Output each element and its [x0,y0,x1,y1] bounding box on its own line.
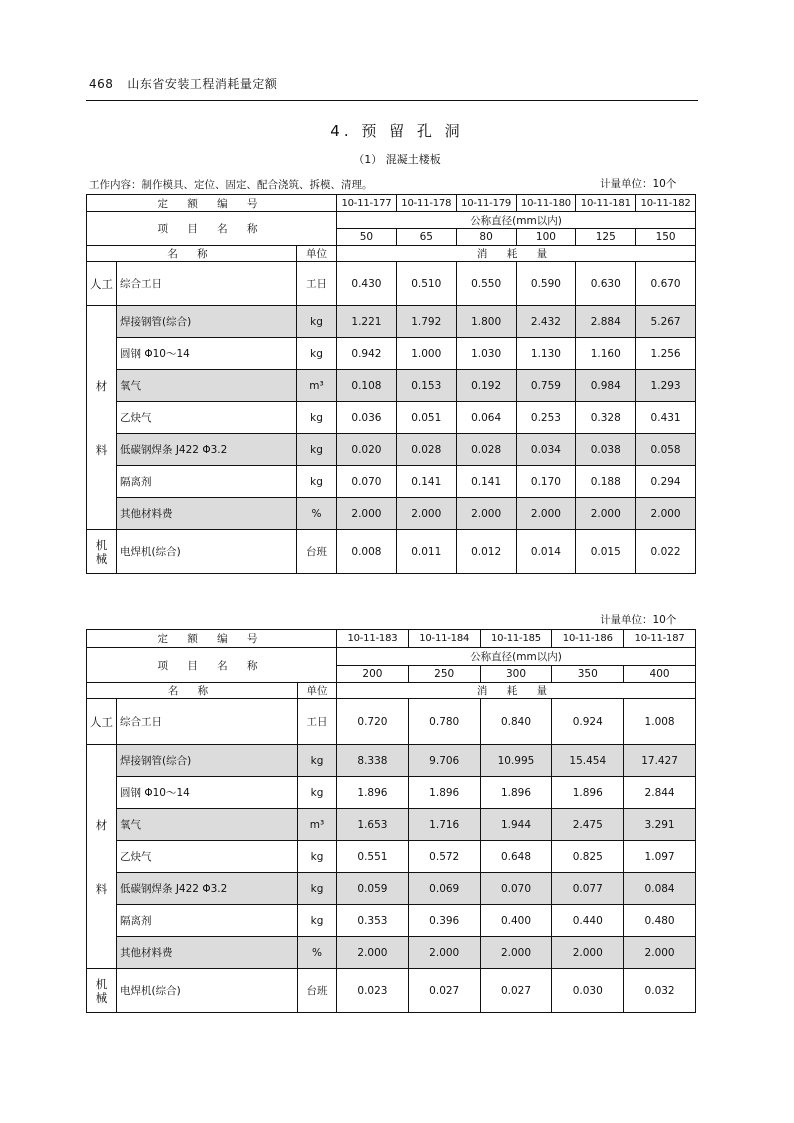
value-cell: 0.028 [456,434,516,466]
value-cell: 2.432 [516,306,576,338]
item-name: 氧气 [117,809,298,841]
value-cell: 0.015 [576,530,636,574]
quota-code: 10-11-179 [456,195,516,212]
value-cell: 1.653 [337,809,409,841]
item-name-label: 项 目 名 称 [87,212,337,246]
category-machine [87,530,117,574]
value-cell: 15.454 [552,745,624,777]
value-cell: 0.070 [480,873,552,905]
value-cell: 2.844 [624,777,696,809]
item-name: 综合工日 [117,699,298,745]
value-cell: 0.153 [396,370,456,402]
quota-code: 10-11-186 [552,630,624,648]
item-name: 其他材料费 [117,937,298,969]
value-cell: 0.590 [516,262,576,306]
value-cell: 0.064 [456,402,516,434]
quota-number-label: 定 额 编 号 [87,630,337,648]
diameter-label: 公称直径(mm以内) [337,212,696,229]
value-cell: 0.008 [337,530,397,574]
measurement-unit-2: 计量单位：10个 [600,614,677,626]
unit-label: 单位 [297,246,337,262]
value-cell: 1.896 [408,777,480,809]
value-cell: 2.000 [456,498,516,530]
item-name: 圆钢 Φ10～14 [117,777,298,809]
value-cell: 0.480 [624,905,696,937]
item-unit: kg [297,306,337,338]
value-cell: 1.896 [552,777,624,809]
quota-code: 10-11-180 [516,195,576,212]
value-cell: 2.000 [396,498,456,530]
name-label: 名 称 [87,246,297,262]
diameter-value: 400 [624,666,696,683]
value-cell: 0.670 [636,262,696,306]
value-cell: 0.396 [408,905,480,937]
value-cell: 0.759 [516,370,576,402]
value-cell: 0.550 [456,262,516,306]
diameter-value: 80 [456,229,516,246]
category-material-label: 材料 [95,817,108,896]
value-cell: 0.020 [337,434,397,466]
value-cell: 0.032 [624,969,696,1013]
section-title: 4. 预 留 孔 洞 [330,122,464,140]
value-cell: 9.706 [408,745,480,777]
item-unit: kg [298,745,337,777]
consumption-label: 消 耗 量 [337,683,696,699]
value-cell: 5.267 [636,306,696,338]
value-cell: 2.000 [408,937,480,969]
item-name: 低碳钢焊条 J422 Φ3.2 [117,434,297,466]
item-name: 焊接钢管(综合) [117,306,297,338]
value-cell: 1.896 [480,777,552,809]
value-cell: 8.338 [337,745,409,777]
value-cell: 0.924 [552,699,624,745]
value-cell: 10.995 [480,745,552,777]
item-unit: m³ [297,370,337,402]
value-cell: 0.051 [396,402,456,434]
item-unit: kg [298,873,337,905]
value-cell: 0.328 [576,402,636,434]
value-cell: 0.510 [396,262,456,306]
value-cell: 0.012 [456,530,516,574]
value-cell: 0.170 [516,466,576,498]
item-unit: kg [298,905,337,937]
value-cell: 2.000 [576,498,636,530]
value-cell: 0.431 [636,402,696,434]
value-cell: 0.353 [337,905,409,937]
category-labor: 人工 [87,262,117,306]
unit-label: 单位 [298,683,337,699]
value-cell: 0.034 [516,434,576,466]
value-cell: 0.825 [552,841,624,873]
value-cell: 1.000 [396,338,456,370]
item-name: 焊接钢管(综合) [117,745,298,777]
value-cell: 2.000 [516,498,576,530]
value-cell: 1.030 [456,338,516,370]
item-name: 电焊机(综合) [117,530,297,574]
diameter-value: 250 [408,666,480,683]
diameter-value: 300 [480,666,552,683]
item-unit: kg [297,402,337,434]
value-cell: 2.000 [552,937,624,969]
value-cell: 0.188 [576,466,636,498]
value-cell: 1.160 [576,338,636,370]
value-cell: 0.077 [552,873,624,905]
diameter-value: 125 [576,229,636,246]
value-cell: 0.942 [337,338,397,370]
value-cell: 0.070 [337,466,397,498]
item-name: 综合工日 [117,262,297,306]
diameter-value: 100 [516,229,576,246]
value-cell: 17.427 [624,745,696,777]
quota-number-label: 定 额 编 号 [87,195,337,212]
value-cell: 0.059 [337,873,409,905]
value-cell: 0.028 [396,434,456,466]
work-content: 工作内容：制作模具、定位、固定、配合浇筑、拆模、清理。 [89,179,373,191]
item-unit: 工日 [297,262,337,306]
value-cell: 0.058 [636,434,696,466]
value-cell: 2.000 [624,937,696,969]
item-unit: 工日 [298,699,337,745]
quota-code: 10-11-181 [576,195,636,212]
value-cell: 3.291 [624,809,696,841]
value-cell: 1.944 [480,809,552,841]
quota-table-2 [86,629,696,1013]
category-machine-label: 机械 [95,537,108,566]
item-name: 隔离剂 [117,466,297,498]
value-cell: 0.780 [408,699,480,745]
value-cell: 1.130 [516,338,576,370]
category-machine-label: 机械 [95,976,108,1005]
quota-code: 10-11-187 [624,630,696,648]
item-name: 隔离剂 [117,905,298,937]
diameter-value: 65 [396,229,456,246]
value-cell: 2.475 [552,809,624,841]
book-title: 山东省安装工程消耗量定额 [127,77,278,91]
quota-code: 10-11-177 [337,195,397,212]
item-name: 乙炔气 [117,402,297,434]
quota-code: 10-11-182 [636,195,696,212]
item-name: 低碳钢焊条 J422 Φ3.2 [117,873,298,905]
item-unit: kg [298,841,337,873]
value-cell: 1.800 [456,306,516,338]
value-cell: 1.716 [408,809,480,841]
quota-code: 10-11-183 [337,630,409,648]
quota-code: 10-11-185 [480,630,552,648]
value-cell: 1.293 [636,370,696,402]
value-cell: 0.027 [408,969,480,1013]
consumption-label: 消 耗 量 [337,246,696,262]
value-cell: 0.253 [516,402,576,434]
value-cell: 0.084 [624,873,696,905]
value-cell: 0.108 [337,370,397,402]
item-name-label: 项 目 名 称 [87,648,337,683]
header-rule [86,100,698,101]
page-header [89,75,291,92]
value-cell: 1.221 [337,306,397,338]
value-cell: 0.551 [337,841,409,873]
name-label: 名 称 [87,683,298,699]
value-cell: 0.027 [480,969,552,1013]
value-cell: 0.840 [480,699,552,745]
item-name: 电焊机(综合) [117,969,298,1013]
subsection-title: （1） 混凝土楼板 [353,153,441,166]
value-cell: 2.884 [576,306,636,338]
value-cell: 0.440 [552,905,624,937]
diameter-value: 350 [552,666,624,683]
value-cell: 0.141 [396,466,456,498]
value-cell: 2.000 [337,937,409,969]
value-cell: 0.192 [456,370,516,402]
item-unit: 台班 [298,969,337,1013]
item-unit: kg [297,434,337,466]
value-cell: 0.141 [456,466,516,498]
item-unit: kg [298,777,337,809]
value-cell: 0.430 [337,262,397,306]
category-material [87,745,117,969]
value-cell: 0.011 [396,530,456,574]
category-material-label: 材料 [95,378,108,457]
value-cell: 0.014 [516,530,576,574]
measurement-unit: 计量单位：10个 [600,178,677,190]
item-unit: kg [297,466,337,498]
quota-code: 10-11-184 [408,630,480,648]
value-cell: 0.038 [576,434,636,466]
value-cell: 0.030 [552,969,624,1013]
item-name: 圆钢 Φ10～14 [117,338,297,370]
diameter-value: 50 [337,229,397,246]
quota-table-1 [86,194,696,574]
diameter-value: 150 [636,229,696,246]
value-cell: 0.069 [408,873,480,905]
value-cell: 0.630 [576,262,636,306]
page-number: 468 [89,77,114,91]
value-cell: 1.792 [396,306,456,338]
value-cell: 0.400 [480,905,552,937]
value-cell: 0.648 [480,841,552,873]
value-cell: 0.572 [408,841,480,873]
value-cell: 2.000 [480,937,552,969]
value-cell: 2.000 [636,498,696,530]
item-unit: 台班 [297,530,337,574]
category-labor: 人工 [87,699,117,745]
item-name: 其他材料费 [117,498,297,530]
diameter-value: 200 [337,666,409,683]
value-cell: 0.720 [337,699,409,745]
value-cell: 0.023 [337,969,409,1013]
category-material [87,306,117,530]
diameter-label: 公称直径(mm以内) [337,648,696,666]
category-machine [87,969,117,1013]
item-unit: % [297,498,337,530]
value-cell: 1.008 [624,699,696,745]
value-cell: 0.294 [636,466,696,498]
item-name: 乙炔气 [117,841,298,873]
item-unit: kg [297,338,337,370]
value-cell: 2.000 [337,498,397,530]
item-name: 氧气 [117,370,297,402]
quota-code: 10-11-178 [396,195,456,212]
value-cell: 1.256 [636,338,696,370]
value-cell: 1.896 [337,777,409,809]
value-cell: 1.097 [624,841,696,873]
value-cell: 0.022 [636,530,696,574]
value-cell: 0.984 [576,370,636,402]
item-unit: % [298,937,337,969]
item-unit: m³ [298,809,337,841]
value-cell: 0.036 [337,402,397,434]
